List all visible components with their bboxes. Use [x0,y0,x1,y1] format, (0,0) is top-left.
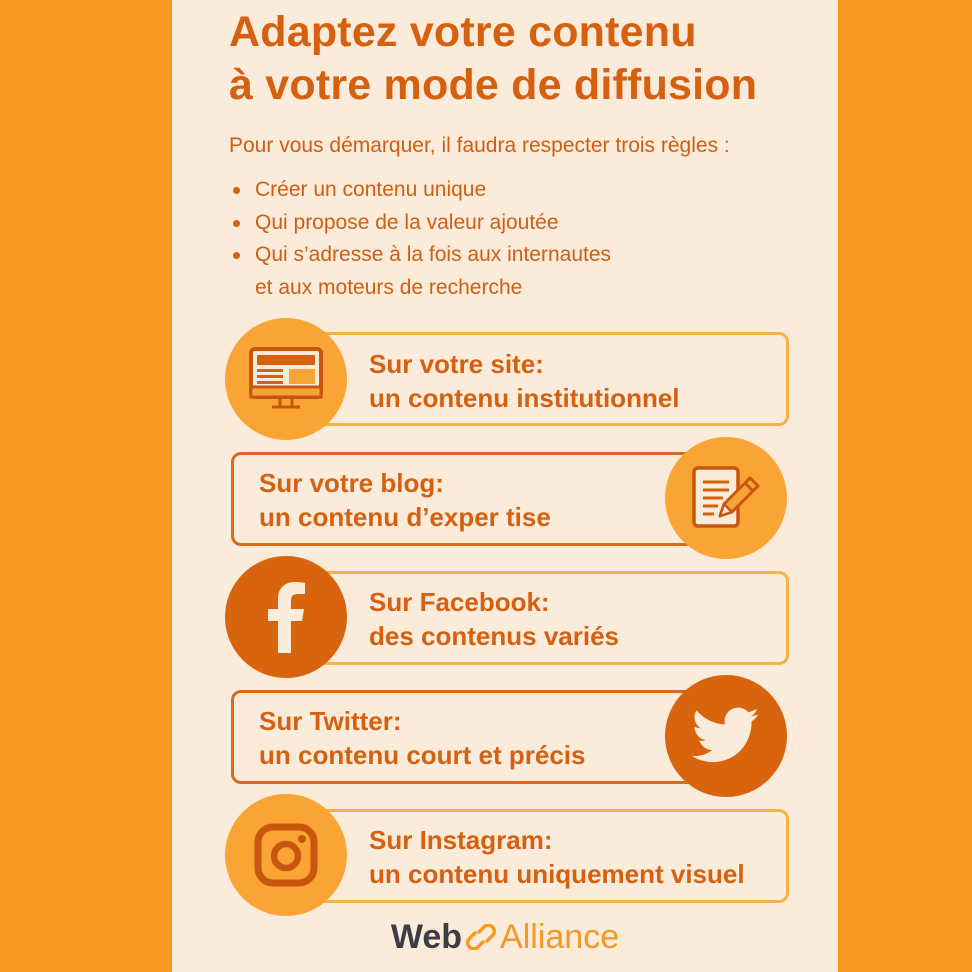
channel-title: Sur votre blog: [259,468,444,498]
channel-text [369,347,680,415]
channel-subtitle: un contenu uniquement visuel [369,859,745,889]
channel-icon-circle [665,437,787,559]
instagram-icon [254,823,318,887]
infographic-panel [172,0,838,972]
title-line-1: Adaptez votre contenu [229,8,697,56]
logo-text-alliance: Alliance [500,918,620,956]
channel-title: Sur votre site: [369,349,544,379]
channel-title: Sur Twitter: [259,706,402,736]
facebook-icon [266,581,306,653]
channel-icon-circle[interactable] [665,675,787,797]
channel-text [369,585,619,653]
rules-list [229,174,611,305]
title-line-2: à votre mode de diffusion [229,61,758,109]
channel-subtitle: un contenu institutionnel [369,383,680,413]
channel-icon-circle[interactable] [225,794,347,916]
channel-title: Sur Instagram: [369,825,553,855]
channel-title: Sur Facebook: [369,587,550,617]
channel-subtitle: un contenu court et précis [259,740,586,770]
twitter-bird-icon [692,707,760,765]
intro-text: Pour vous démarquer, il faudra respecter trois règles : [229,134,730,157]
logo-text-web: Web [390,918,463,956]
website-monitor-icon [248,346,324,412]
rule-item: Qui propose de la valeur ajoutée [229,207,611,240]
channel-text [369,823,745,891]
channel-text [259,466,551,534]
page-title [229,6,757,112]
rule-item-continuation: et aux moteurs de recherche [255,276,523,300]
channel-icon-circle [225,318,347,440]
chain-link-icon [466,924,496,950]
rule-item: Qui s’adresse à la fois aux internautes [229,239,611,272]
blog-document-pencil-icon [690,466,762,530]
web-alliance-logo [172,915,838,959]
channel-text [259,704,586,772]
rule-item: Créer un contenu unique [229,174,611,207]
channel-icon-circle[interactable] [225,556,347,678]
channel-subtitle: des contenus variés [369,621,619,651]
channel-subtitle: un contenu d’exper tise [259,502,551,532]
